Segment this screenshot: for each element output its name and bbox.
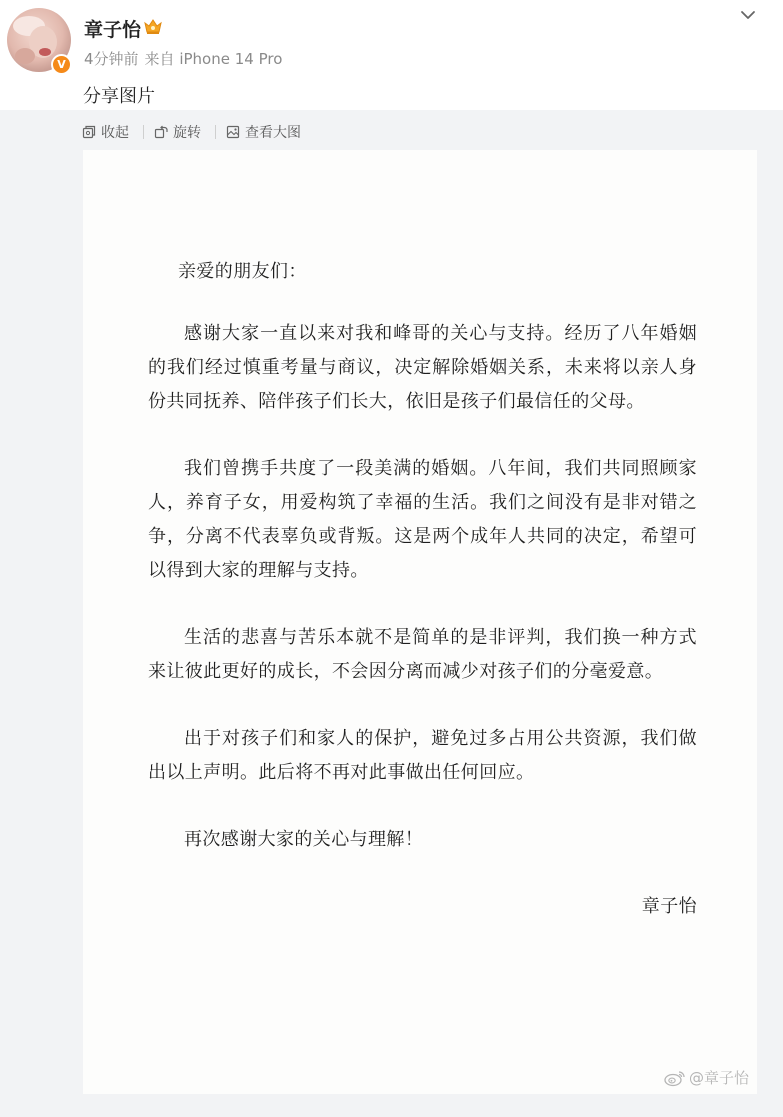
weibo-logo-icon <box>664 1069 686 1087</box>
rotate-button[interactable] <box>154 122 201 142</box>
collapse-button[interactable] <box>82 122 129 142</box>
media-area <box>0 110 783 1117</box>
username[interactable]: 章子怡 <box>84 19 142 41</box>
image-toolbar <box>82 122 301 142</box>
verified-badge: V <box>51 54 72 75</box>
collapse-label: 收起 <box>101 125 129 141</box>
letter-signature: 章子怡 <box>641 896 697 917</box>
letter-greeting: 亲爱的朋友们： <box>178 261 307 282</box>
crown-icon[interactable] <box>143 17 163 35</box>
letter-paragraph: 我们曾携手共度了一段美满的婚姻。八年间，我们共同照顾家人，养育子女，用爱构筑了幸福的生活。我们之间没有是非对错之争，分离不代表辜负或背叛。这是两个成年人共同的决定，希望可以得到大家的理解与支持。 <box>148 458 697 581</box>
letter-paragraph: 感谢大家一直以来对我和峰哥的关心与支持。经历了八年婚姻的我们经过慎重考量与商议，决定解除婚姻关系，未来将以亲人身份共同抚养、陪伴孩子们长大，依旧是孩子们最信任的父母。 <box>148 323 697 412</box>
rotate-label: 旋转 <box>173 125 201 141</box>
collapse-icon <box>82 125 96 139</box>
watermark-text: @章子怡 <box>688 1069 749 1087</box>
chevron-down-icon[interactable] <box>738 5 758 25</box>
post-text: 分享图片 <box>83 86 155 107</box>
post-source: 来自 iPhone 14 Pro <box>144 50 283 68</box>
post-time[interactable]: 4分钟前 <box>84 50 139 68</box>
letter-image[interactable] <box>83 150 757 1094</box>
post-header <box>0 0 783 110</box>
view-large-button[interactable] <box>226 122 301 142</box>
view-large-label: 查看大图 <box>245 125 301 141</box>
letter-paragraph: 出于对孩子们和家人的保护，避免过多占用公共资源，我们做出以上声明。此后将不再对此事做出任何回应。 <box>148 728 697 783</box>
toolbar-divider <box>215 125 216 139</box>
letter-paragraph: 再次感谢大家的关心与理解！ <box>184 829 424 850</box>
avatar-container[interactable] <box>7 8 71 72</box>
letter-text <box>148 255 697 957</box>
letter-paragraph: 生活的悲喜与苦乐本就不是简单的是非评判，我们换一种方式来让彼此更好的成长，不会因分离而减少对孩子们的分毫爱意。 <box>148 627 697 682</box>
post-meta <box>84 48 282 69</box>
toolbar-divider <box>143 125 144 139</box>
rotate-icon <box>154 125 168 139</box>
watermark <box>664 1067 749 1088</box>
view-large-icon <box>226 125 240 139</box>
